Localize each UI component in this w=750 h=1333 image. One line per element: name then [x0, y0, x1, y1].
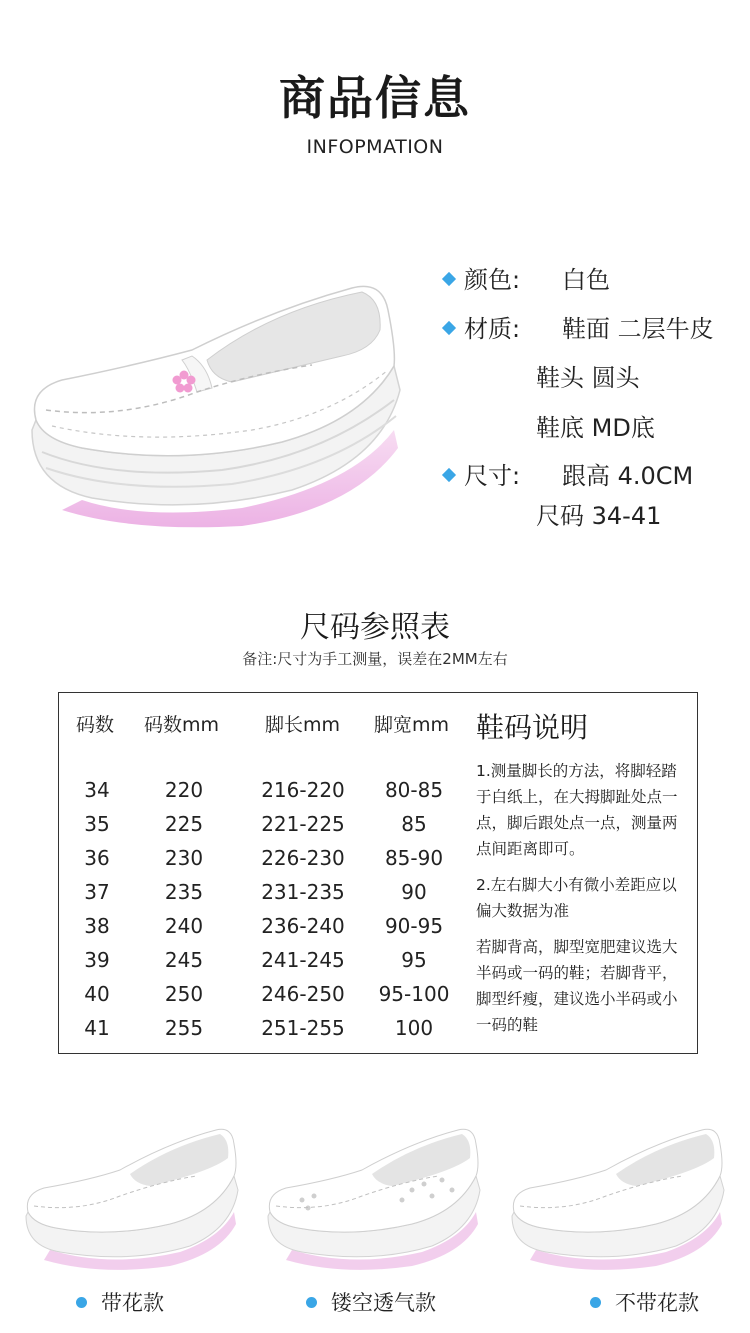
spec-size-range: 尺码 34-41	[536, 502, 662, 530]
spec-material-row	[440, 309, 714, 344]
spec-material-toe: 鞋头 圆头	[536, 364, 640, 392]
table-cell: 255	[164, 1016, 204, 1040]
table-cell: 40	[84, 982, 110, 1006]
table-cell: 80-85	[384, 778, 444, 802]
variant-label-text: 不带花款	[615, 1291, 699, 1315]
table-cell: 90	[401, 880, 427, 904]
spec-size-key: 尺寸:	[464, 462, 521, 490]
table-header-foot-length: 脚长mm	[265, 714, 341, 736]
variant-shoe-flower-image	[20, 1120, 242, 1280]
diamond-bullet-icon	[442, 321, 456, 335]
variant-label-flower	[76, 1287, 164, 1317]
dot-bullet-icon	[590, 1297, 601, 1308]
variant-label-hollow	[306, 1287, 436, 1317]
guide-paragraph-2: 2.左右脚大小有微小差距应以偏大数据为准	[476, 876, 677, 920]
table-cell: 41	[84, 1016, 110, 1040]
table-cell: 216-220	[261, 778, 345, 802]
table-cell: 246-250	[261, 982, 345, 1006]
shoe-size-guide-title: 鞋码说明	[476, 711, 589, 744]
table-cell: 85	[401, 812, 427, 836]
table-cell: 230	[164, 846, 204, 870]
table-cell: 250	[164, 982, 204, 1006]
table-header-size: 码数	[76, 714, 115, 736]
diamond-bullet-icon	[442, 272, 456, 286]
table-cell: 251-255	[261, 1016, 345, 1040]
dot-bullet-icon	[306, 1297, 317, 1308]
table-cell: 38	[84, 914, 110, 938]
table-cell: 220	[164, 778, 204, 802]
table-cell: 39	[84, 948, 110, 972]
table-cell: 231-235	[261, 880, 345, 904]
guide-paragraph-3: 若脚背高，脚型宽肥建议选大半码或一码的鞋；若脚背平，脚型纤瘦，建议选小半码或小一码的鞋	[476, 938, 678, 1034]
table-cell: 236-240	[261, 914, 345, 938]
spec-material-sole: 鞋底 MD底	[536, 414, 655, 442]
variant-shoe-plain-image	[506, 1120, 728, 1280]
table-cell: 95-100	[378, 982, 450, 1006]
table-header-size-mm: 码数mm	[144, 714, 220, 736]
table-cell: 240	[164, 914, 204, 938]
page-subtitle: INFOPMATION	[306, 136, 444, 158]
table-cell: 90-95	[384, 914, 444, 938]
dot-bullet-icon	[76, 1297, 87, 1308]
table-cell: 245	[164, 948, 204, 972]
table-cell: 36	[84, 846, 110, 870]
spec-size-row	[440, 456, 693, 491]
variant-label-plain	[590, 1287, 699, 1317]
spec-material-key: 材质:	[464, 315, 521, 343]
spec-color-value: 白色	[562, 266, 610, 294]
table-cell: 225	[164, 812, 204, 836]
size-chart-title: 尺码参照表	[300, 610, 450, 645]
table-cell: 37	[84, 880, 110, 904]
table-cell: 221-225	[261, 812, 345, 836]
table-cell: 100	[394, 1016, 434, 1040]
table-header-foot-width: 脚宽mm	[374, 714, 450, 736]
table-cell: 35	[84, 812, 110, 836]
size-chart-note: 备注:尺寸为手工测量，误差在2MM左右	[242, 650, 508, 668]
page-title: 商品信息	[279, 71, 471, 125]
spec-size-heel: 跟高 4.0CM	[562, 462, 694, 490]
diamond-bullet-icon	[442, 468, 456, 482]
spec-color-row	[440, 260, 610, 295]
table-cell: 85-90	[384, 846, 444, 870]
spec-color-key: 颜色:	[464, 266, 521, 294]
hero-shoe-image	[22, 270, 407, 540]
variant-label-text: 镂空透气款	[331, 1291, 436, 1315]
table-cell: 95	[401, 948, 427, 972]
guide-paragraph-1: 1.测量脚长的方法，将脚轻踏于白纸上，在大拇脚趾处点一点，脚后跟处点一点，测量两点间距离即可。	[476, 762, 678, 858]
spec-material-upper: 鞋面 二层牛皮	[562, 315, 714, 343]
table-cell: 34	[84, 778, 110, 802]
table-cell: 241-245	[261, 948, 345, 972]
variant-label-text: 带花款	[101, 1291, 164, 1315]
table-cell: 226-230	[261, 846, 345, 870]
variant-shoe-hollow-image	[262, 1120, 484, 1280]
table-cell: 235	[164, 880, 204, 904]
